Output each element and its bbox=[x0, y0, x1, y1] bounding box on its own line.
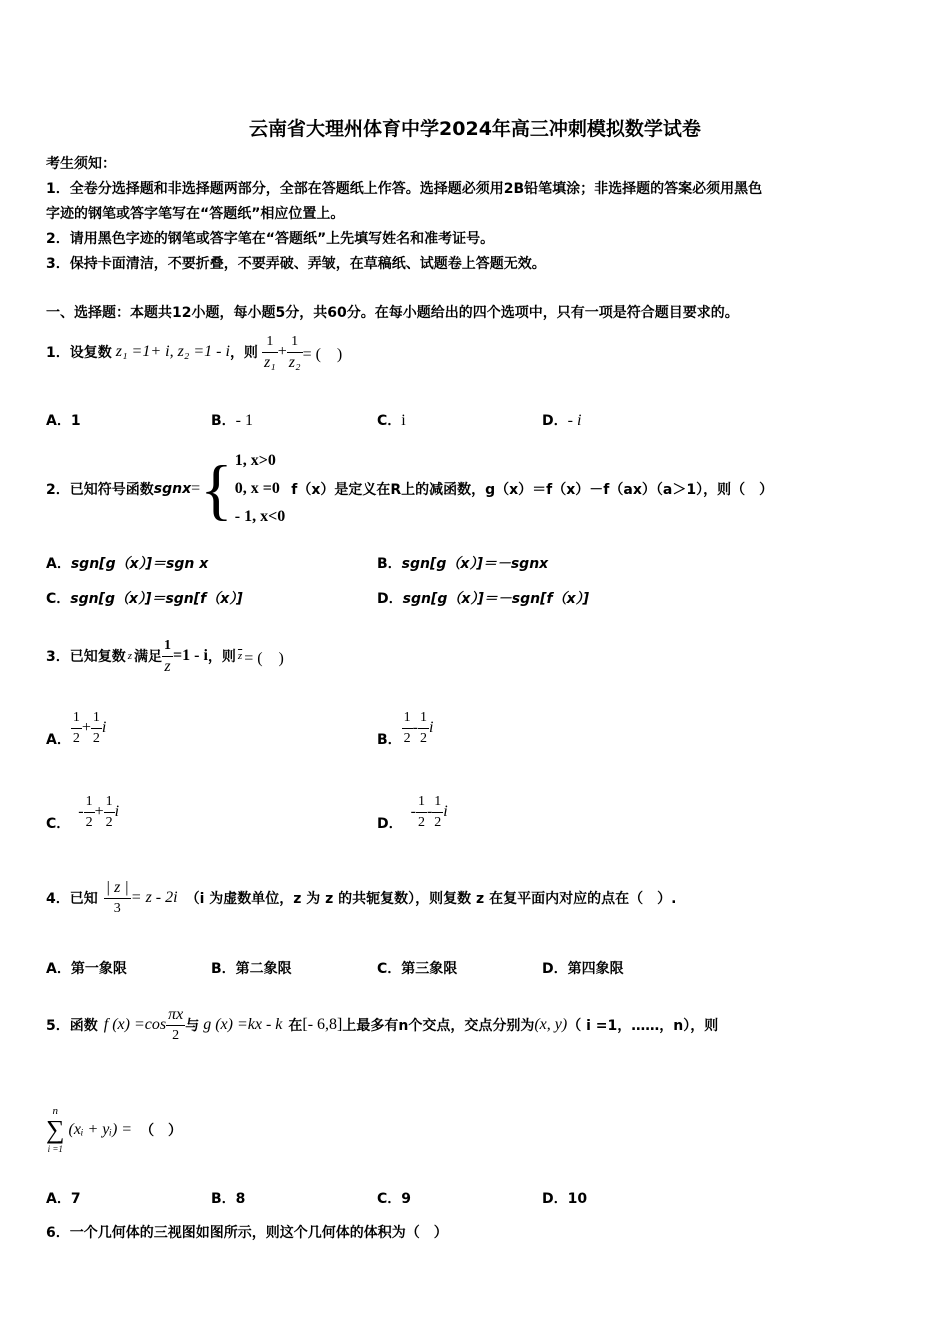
q3-zbar: $\overline{z}$ bbox=[237, 650, 243, 662]
q5-option-d: D．10 bbox=[542, 1191, 588, 1207]
q5-mid4: （ i =1，……，n），则 bbox=[567, 1018, 719, 1034]
q5-g: g (x) =kx - k bbox=[203, 1016, 283, 1033]
q5-sum-tail: （ ） bbox=[140, 1123, 183, 1139]
q5-mid2: 在 bbox=[288, 1018, 303, 1034]
question-6: 6．一个几何体的三视图如图所示，则这个几何体的体积为（ ） bbox=[46, 1225, 448, 1241]
q3-z: z bbox=[127, 650, 133, 662]
q3-fraction: $\frac{1}{z}$ bbox=[164, 637, 172, 675]
q5-option-b: B．8 bbox=[211, 1191, 246, 1207]
q2-option-d: D．sgn[g（x）]＝－sgn[f（x）] bbox=[377, 591, 590, 607]
notice-heading: 考生须知： bbox=[46, 156, 116, 172]
q2-cases bbox=[235, 447, 285, 531]
q4-option-a: A．第一象限 bbox=[46, 961, 127, 977]
q2-eq: = bbox=[191, 480, 201, 497]
q5-sum: n ∑ i =1 bbox=[46, 1105, 65, 1154]
question-2 bbox=[46, 444, 773, 534]
q5-option-c: C．9 bbox=[377, 1191, 412, 1207]
page-title: 云南省大理州体育中学2024年高三冲刺模拟数学试卷 bbox=[249, 118, 701, 140]
q4-option-d: D．第四象限 bbox=[542, 961, 624, 977]
question-4 bbox=[46, 872, 676, 924]
q1-condition: z₁ =1+ i, z₂ =1 - i bbox=[115, 343, 230, 360]
q4-body: （i 为虚数单位，z 为 z 的共轭复数），则复数 z 在复平面内对应的点在（ ）. bbox=[185, 891, 677, 907]
q4-rhs: = z - 2i bbox=[130, 889, 178, 906]
q3-comma: ，则 bbox=[207, 649, 236, 665]
q2-fn: sgnx bbox=[153, 481, 192, 497]
q3-option-a: A． $\frac{1}{2}$ + $\frac{1}{2}$ i bbox=[46, 709, 107, 748]
q5-point: (x, y) bbox=[534, 1016, 568, 1033]
q4-option-c: C．第三象限 bbox=[377, 961, 458, 977]
q1-option-d: D．- i bbox=[542, 412, 582, 429]
q3-prefix: 3．已知复数 bbox=[46, 649, 126, 665]
q1-plus: + bbox=[277, 343, 287, 360]
q3-rhs: =1 - i bbox=[173, 647, 208, 664]
q5-sum-line bbox=[46, 1104, 182, 1156]
question-1 bbox=[46, 326, 342, 378]
q3-tail: = ( ) bbox=[244, 649, 284, 667]
q4-option-b: B．第二象限 bbox=[211, 961, 292, 977]
q3-option-d: D． - $\frac{1}{2}$ - $\frac{1}{2}$ i bbox=[377, 793, 448, 832]
q1-option-c: C．i bbox=[377, 412, 406, 429]
q2-option-c: C．sgn[g（x）]＝sgn[f（x）] bbox=[46, 591, 243, 607]
q4-prefix: 4．已知 bbox=[46, 891, 98, 907]
q5-mid1: 与 bbox=[185, 1018, 200, 1034]
q1-comma: ，则 bbox=[229, 345, 258, 361]
q5-f: f (x) =cos bbox=[103, 1016, 167, 1033]
q3-option-c: C． - $\frac{1}{2}$ + $\frac{1}{2}$ i bbox=[46, 793, 120, 832]
question-3 bbox=[46, 620, 284, 692]
q2-option-b: B．sgn[g（x）]＝－sgnx bbox=[377, 556, 549, 572]
q1-fraction-2: $\frac{1}{\text{z₂}}$ bbox=[288, 333, 301, 371]
q2-body: f（x）是定义在R上的减函数，g（x）＝f（x）－f（ax）（a＞1），则（ ） bbox=[291, 482, 774, 498]
section-heading: 一、选择题：本题共12小题，每小题5分，共60分。在每小题给出的四个选项中，只有一项是符合题目要求的。 bbox=[46, 305, 739, 321]
q2-option-a: A．sgn[g（x）]＝sgn x bbox=[46, 556, 209, 572]
q5-fraction: $\frac{\pi x}{2}$ bbox=[168, 1005, 184, 1043]
q2-brace: { bbox=[200, 451, 233, 527]
q2-prefix: 2．已知符号函数 bbox=[46, 482, 154, 498]
q5-sum-expr: (xᵢ + yᵢ) = bbox=[68, 1121, 133, 1138]
question-5 bbox=[46, 996, 718, 1054]
q3-option-b: B． $\frac{1}{2}$ - $\frac{1}{2}$ i bbox=[377, 709, 434, 748]
notice-line-3: 3．保持卡面清洁，不要折叠，不要弄破、弄皱，在草稿纸、试题卷上答题无效。 bbox=[46, 256, 546, 272]
q5-option-a: A．7 bbox=[46, 1191, 81, 1207]
q1-prefix: 1．设复数 bbox=[46, 345, 112, 361]
q5-interval: [- 6,8] bbox=[302, 1016, 343, 1033]
notice-line-1b: 字迹的钢笔或答字笔写在“答题纸”相应位置上。 bbox=[46, 206, 345, 222]
q3-mid: 满足 bbox=[134, 649, 163, 665]
q1-fraction-1: $\frac{1}{\text{z₁}}$ bbox=[263, 333, 276, 371]
notice-line-2: 2．请用黑色字迹的钢笔或答字笔在“答题纸”上先填写姓名和准考证号。 bbox=[46, 231, 495, 247]
q1-tail: = ( ) bbox=[302, 345, 343, 363]
notice-line-1a: 1．全卷分选择题和非选择题两部分，全部在答题纸上作答。选择题必须用2B铅笔填涂；非选择题的答案必须用黑色 bbox=[46, 181, 763, 197]
q5-prefix: 5．函数 bbox=[46, 1018, 98, 1034]
q2-case-3: - 1, x<0 bbox=[234, 508, 286, 525]
q4-fraction: $\frac{| z |}{3}$ bbox=[105, 878, 129, 916]
q2-case-2: 0, x =0 bbox=[234, 480, 280, 497]
q1-option-b: B．- 1 bbox=[211, 412, 253, 429]
q1-option-a: A．1 bbox=[46, 413, 81, 429]
q5-mid3: 上最多有n个交点，交点分别为 bbox=[342, 1018, 535, 1034]
q2-case-1: 1, x>0 bbox=[234, 452, 276, 469]
